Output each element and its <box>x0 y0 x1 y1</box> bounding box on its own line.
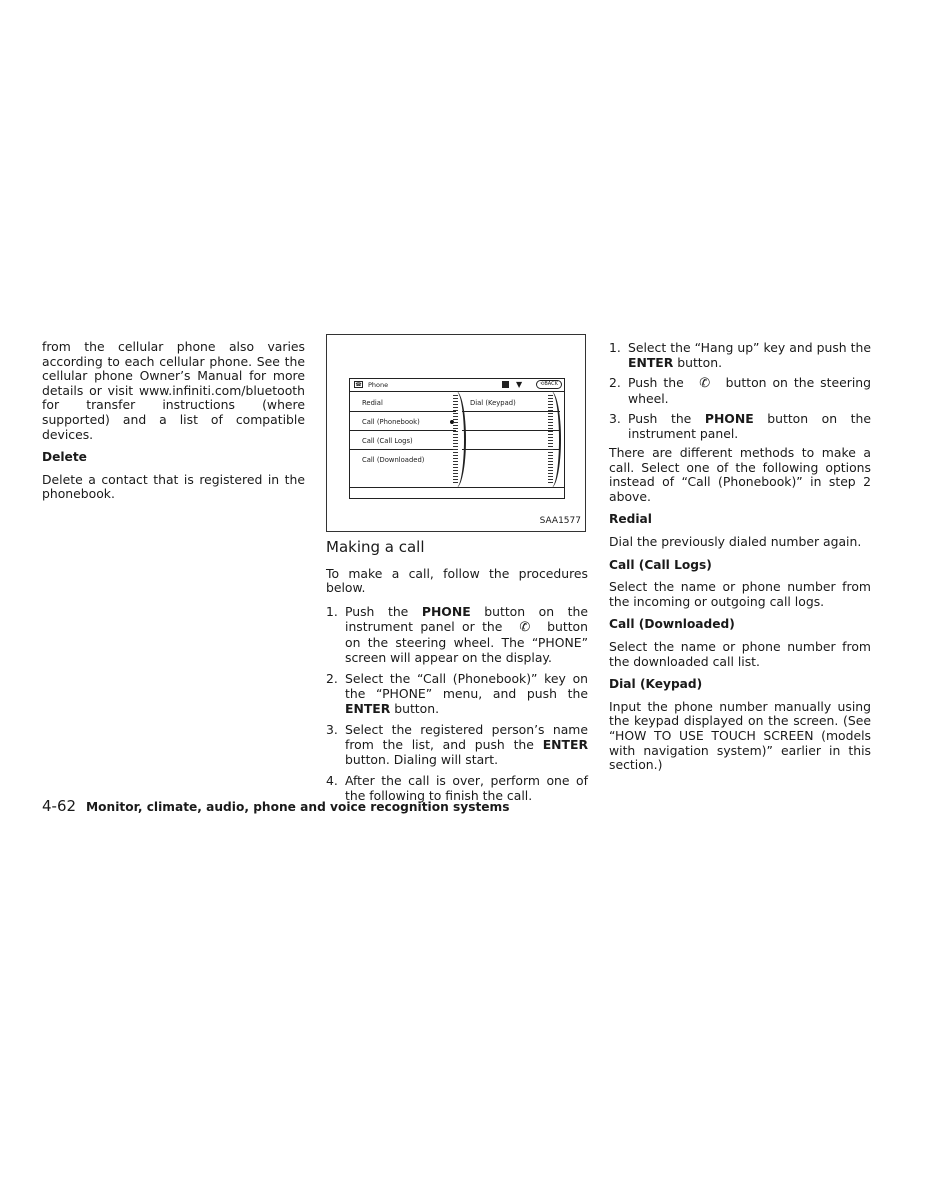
step-item: 2. Push the ✆ button on the steering wheel. <box>609 375 871 406</box>
menu-item-call-phonebook[interactable]: Call (Phonebook) <box>350 412 456 431</box>
redial-heading: Redial <box>609 512 652 527</box>
page-number: 4-62 <box>42 797 77 815</box>
back-label: BACK <box>544 381 558 387</box>
section-title: Making a call <box>326 538 425 556</box>
call-logs-heading: Call (Call Logs) <box>609 557 712 572</box>
end-call-steps <box>609 340 871 441</box>
phone-handset-icon: ✆ <box>519 619 531 635</box>
call-downloaded-heading: Call (Downloaded) <box>609 617 735 632</box>
divider-arc-right <box>541 391 561 488</box>
menu-item-call-logs[interactable]: Call (Call Logs) <box>350 431 456 450</box>
making-call-steps <box>326 604 588 803</box>
screen-header <box>350 379 564 392</box>
screen-footer-bar <box>350 487 564 498</box>
menu-item-call-downloaded[interactable]: Call (Downloaded) <box>362 456 425 464</box>
battery-icon <box>502 381 509 388</box>
call-downloaded-text: Select the name or phone number from the downloaded call list. <box>609 638 871 669</box>
call-logs-text: Select the name or phone number from the incoming or outgoing call logs. <box>609 579 871 609</box>
step-item: 4. After the call is over, perform one of the following to finish the call. <box>326 772 588 803</box>
middle-column <box>326 334 588 809</box>
delete-text: Delete a contact that is registered in the phonebook. <box>42 471 305 502</box>
step-item: 1. Select the “Hang up” key and push the ENTER button. <box>609 340 871 370</box>
step-item: 2. Select the “Call (Phonebook)” key on the “PHONE” menu, and push the ENTER button. <box>326 670 588 716</box>
step-item: 1. Push the PHONE button on the instrument panel or the ✆ button on the steering wheel. The “PHONE” screen will appear on the display. <box>326 603 588 665</box>
phone-screen-figure <box>326 334 586 532</box>
page-footer <box>42 797 510 815</box>
menu-list <box>350 393 456 469</box>
making-call-intro: To make a call, follow the procedures below. <box>326 565 588 596</box>
signal-icon: ▼ <box>516 380 523 389</box>
menu-item-redial[interactable]: Redial <box>350 393 456 412</box>
phone-handset-icon: ✆ <box>699 376 711 391</box>
delete-heading: Delete <box>42 450 87 465</box>
back-button[interactable]: ⟲BACK <box>536 380 562 389</box>
step-item: 3. Push the PHONE button on the instrument panel. <box>609 411 871 441</box>
step-item: 3. Select the registered person’s name from the list, and push the ENTER button. Dialing will start. <box>326 721 588 767</box>
dial-keypad-heading: Dial (Keypad) <box>609 677 703 692</box>
phone-screen-icon: ☎ <box>355 382 362 388</box>
figure-code: SAA1577 <box>539 516 581 527</box>
methods-text: There are different methods to make a call. Select one of the following options instead of “Call (Phonebook)” in step 2 above. <box>609 445 871 504</box>
menu-item-dial-keypad[interactable]: Dial (Keypad) <box>462 393 560 412</box>
redial-text: Dial the previously dialed number again. <box>609 533 862 549</box>
screen-title: Phone <box>368 381 389 389</box>
intro-paragraph: from the cellular phone also varies according to each cellular phone. See the cellular phone Owner’s Manual for more details or visit www.infiniti.com/bluetooth for transfer instructions (where supported) and a list of compatible devices. <box>42 339 305 442</box>
left-column <box>42 340 305 510</box>
phone-screen <box>349 378 565 499</box>
dial-keypad-text: Input the phone number manually using the keypad displayed on the screen. (See “HOW TO USE TOUCH SCREEN (models with navigation system)” earlier in this section.) <box>609 698 871 773</box>
right-column <box>609 340 871 781</box>
footer-section-title: Monitor, climate, audio, phone and voice recognition systems <box>86 800 510 814</box>
